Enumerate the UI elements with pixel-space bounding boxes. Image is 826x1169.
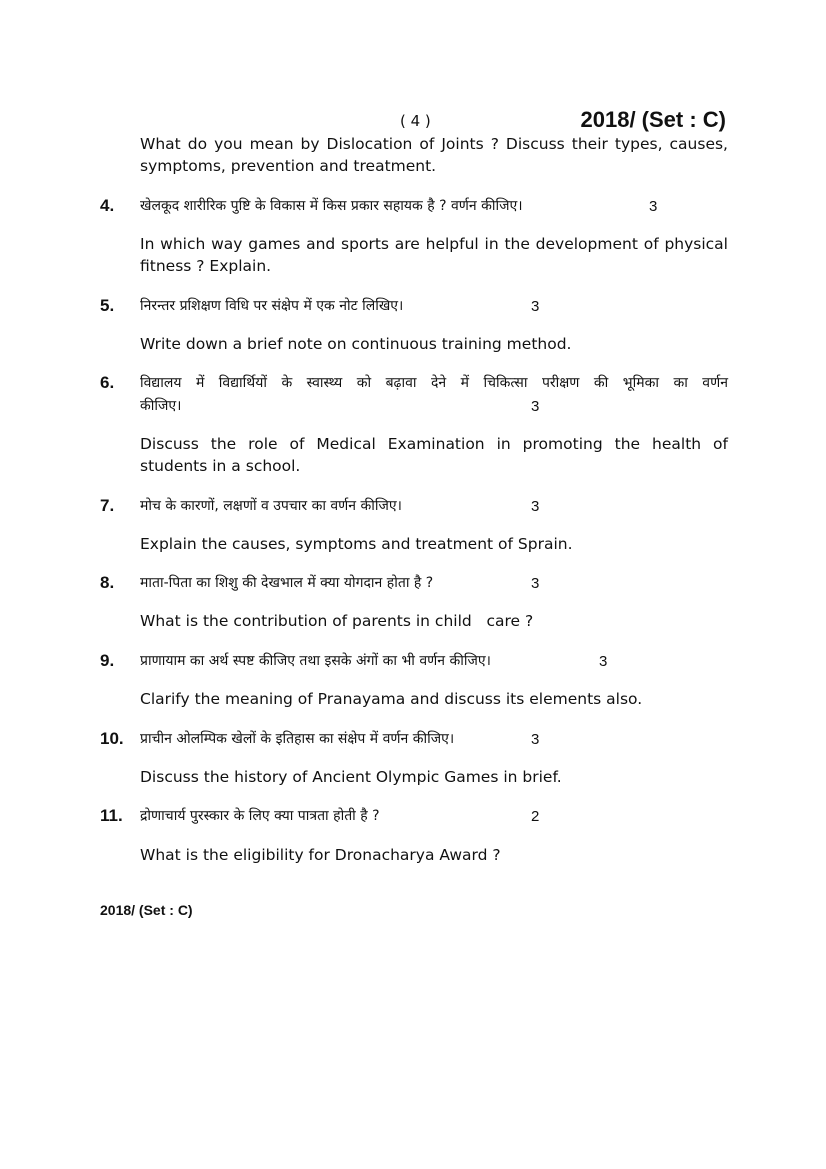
question-english-text: Explain the causes, symptoms and treatment of Sprain. [140,535,573,553]
question-hindi-text: निरन्तर प्रशिक्षण विधि पर संक्षेप में एक नोट लिखिए। [140,298,404,314]
question-marks: 3 [531,398,540,415]
question-marks: 3 [531,498,540,515]
question-english-text: Clarify the meaning of Pranayama and discuss its elements also. [140,690,643,708]
question-number: 4. [100,196,115,215]
question-hindi-text: द्रोणाचार्य पुरस्कार के लिए क्या पात्रता होती है ? [140,808,380,824]
question-marks: 2 [531,808,540,825]
question-hindi-text: विद्यालय में विद्यार्थियों के स्वास्थ्य को बढ़ावा देने में चिकित्सा परीक्षण की भूमिका का वर्णन [140,375,728,391]
intro-english-text: What do you mean by Dislocation of Joints ? Discuss their types, causes, symptoms, prevention and treatment. [140,135,728,175]
question-hindi-text: खेलकूद शारीरिक पुष्टि के विकास में किस प्रकार सहायक है ? वर्णन कीजिए। [140,198,523,214]
question-marks: 3 [599,653,608,670]
question-marks: 3 [649,198,658,215]
question-hindi-text: मोच के कारणों, लक्षणों व उपचार का वर्णन कीजिए। [140,498,402,514]
question-number: 11. [100,806,123,825]
question-english-text: In which way games and sports are helpful in the development of physical fitness ? Explain. [140,235,728,275]
question-english-text: Discuss the role of Medical Examination in promoting the health of students in a school. [140,435,728,475]
question-marks: 3 [531,575,540,592]
question-number: 8. [100,573,115,592]
set-header-label: 2018/ (Set : C) [580,107,726,132]
question-number: 7. [100,496,115,515]
question-number: 9. [100,651,115,670]
question-english-text: Write down a brief note on continuous training method. [140,335,572,353]
question-hindi-text: प्राणायाम का अर्थ स्पष्ट कीजिए तथा इसके अंगों का भी वर्णन कीजिए। [140,653,491,669]
question-english-text: What is the eligibility for Dronacharya Award ? [140,846,501,864]
question-hindi-text: माता-पिता का शिशु की देखभाल में क्या योगदान होता है ? [140,575,434,591]
question-hindi-text-continued: कीजिए। [140,398,182,414]
footer-set-label: 2018/ (Set : C) [100,902,193,918]
question-number: 6. [100,373,115,392]
question-marks: 3 [531,731,540,748]
question-english-text: Discuss the history of Ancient Olympic Games in brief. [140,768,562,786]
question-hindi-text: प्राचीन ओलम्पिक खेलों के इतिहास का संक्षेप में वर्णन कीजिए। [140,731,455,747]
page-number: ( 4 ) [400,112,431,130]
question-number: 5. [100,296,115,315]
question-marks: 3 [531,298,540,315]
question-english-text: What is the contribution of parents in child care ? [140,612,534,630]
question-number: 10. [100,729,124,748]
